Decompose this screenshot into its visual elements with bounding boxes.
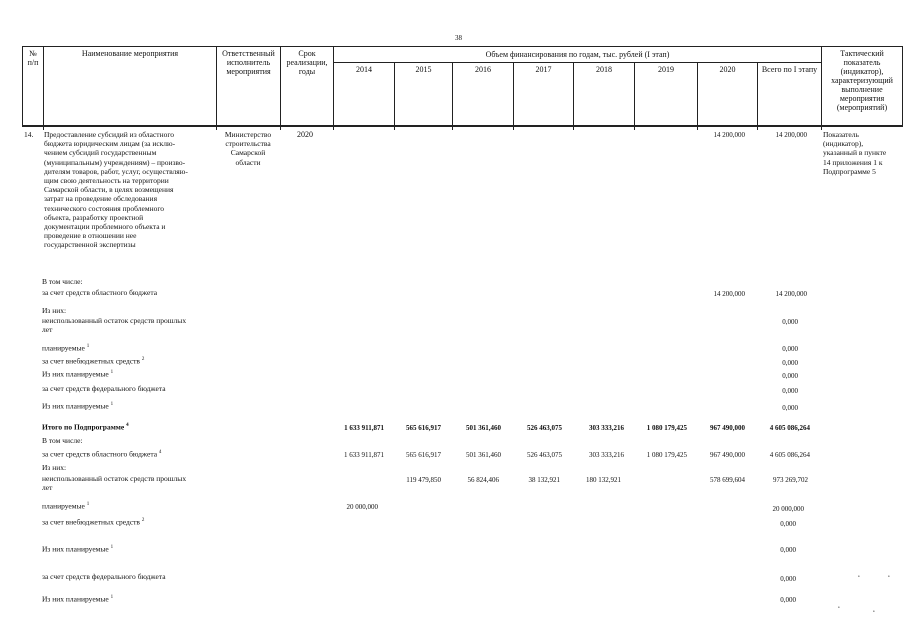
totals-extra-planned-total: 0,000 bbox=[780, 546, 796, 554]
footnote-1: 1 bbox=[110, 370, 114, 375]
totals-regional-label: за счет средств областного бюджета $^4$ bbox=[42, 449, 162, 459]
totals-unused-2018: 180 132,921 bbox=[586, 476, 621, 484]
year-2014: 2014 bbox=[356, 65, 372, 74]
item-total: 14 200,000 bbox=[775, 131, 807, 139]
footnote-2: 2 bbox=[141, 518, 145, 523]
item-executor: Министерство строительства Самарской области bbox=[224, 130, 272, 167]
footnote-1: 1 bbox=[110, 545, 114, 550]
totals-planned-2014: 20 000,000 bbox=[346, 503, 378, 511]
totals-federal-planned-label: Из них планируемые $^1$ bbox=[42, 594, 114, 604]
totals-label: Итого по Подпрограмме $^4$ bbox=[42, 422, 129, 432]
header-name: Наименование мероприятия bbox=[81, 49, 179, 58]
totals-regional-2018: 303 333,216 bbox=[589, 451, 624, 459]
totals-extra-planned-label: Из них планируемые $^1$ bbox=[42, 544, 114, 554]
year-2018: 2018 bbox=[596, 65, 612, 74]
item-unused-label: неиспользованный остаток средств прошлых лет bbox=[42, 316, 187, 335]
item-extra-label: за счет внебюджетных средств $^2$ bbox=[42, 356, 145, 366]
totals-regional-2015: 565 616,917 bbox=[406, 451, 441, 459]
footnote-4: 4 bbox=[126, 423, 129, 428]
item-regional-2020: 14 200,000 bbox=[713, 290, 745, 298]
totals-regional-2014: 1 633 911,871 bbox=[344, 451, 384, 459]
totals-federal-label: за счет средств федерального бюджета bbox=[42, 572, 166, 581]
footnote-1: 1 bbox=[110, 402, 114, 407]
item-planned-total: 0,000 bbox=[782, 345, 798, 353]
totals-regional-total: 4 605 086,264 bbox=[769, 451, 810, 459]
item-federal-planned-total: 0,000 bbox=[782, 404, 798, 412]
item-regional-label: за счет средств областного бюджета bbox=[42, 288, 158, 297]
page-number: 38 bbox=[455, 34, 462, 42]
totals-extra-total: 0,000 bbox=[780, 520, 796, 528]
item-2020: 14 200,000 bbox=[713, 131, 745, 139]
totals-unused-2015: 119 479,850 bbox=[406, 476, 441, 484]
header-financing: Объем финансирования по годам, тыс. рублей (I этап) bbox=[485, 50, 670, 59]
totals-2019: 1 080 179,425 bbox=[646, 424, 687, 432]
totals-unused-label: неиспользованный остаток средств прошлых лет bbox=[42, 474, 187, 493]
item-of-them-label: Из них: bbox=[42, 306, 67, 315]
totals-planned-label: планируемые $^1$ bbox=[42, 501, 90, 511]
item-name: Предоставление субсидий из областного бюджета юридическим лицам (за исклю- чением субсидий государственным (муниципальным) учреждениям) – произво- дителям товаров, работ, услуг, осуществляю- щим свою деятельность на территории Самарской области, в целях возмещения затрат на проведение обследования технического состояния проблемного объекта, разработку проектной документации проблемного объекта и проведение в отношении нее государственной экспертизы bbox=[44, 130, 188, 250]
totals-unused-2020: 578 699,604 bbox=[710, 476, 745, 484]
item-federal-planned-label: Из них планируемые $^1$ bbox=[42, 401, 114, 411]
year-2020: 2020 bbox=[719, 65, 736, 74]
item-regional-total: 14 200,000 bbox=[775, 290, 807, 298]
header-indicator: Тактический показатель (индикатор), характеризующий выполнение мероприятия (мероприятий) bbox=[831, 49, 893, 112]
footnote-1: 1 bbox=[86, 344, 90, 349]
footnote-1: 1 bbox=[110, 595, 114, 600]
totals-2014: 1 633 911,871 bbox=[344, 424, 384, 432]
item-incl-label: В том числе: bbox=[42, 277, 83, 286]
footnote-2: 2 bbox=[141, 357, 145, 362]
totals-planned-total: 20 000,000 bbox=[772, 505, 804, 513]
totals-regional-2019: 1 080 179,425 bbox=[646, 451, 687, 459]
item-extra-planned-total: 0,000 bbox=[782, 372, 798, 380]
year-2019: 2019 bbox=[658, 65, 674, 74]
totals-total: 4 605 086,264 bbox=[769, 424, 810, 432]
totals-unused-2016: 56 824,406 bbox=[467, 476, 499, 484]
totals-2020: 967 490,000 bbox=[710, 424, 745, 432]
totals-regional-2020: 967 490,000 bbox=[710, 451, 745, 459]
totals-regional-2017: 526 463,075 bbox=[527, 451, 562, 459]
totals-federal-planned-total: 0,000 bbox=[780, 596, 796, 604]
scan-speck: • bbox=[858, 575, 860, 580]
totals-extra-label: за счет внебюджетных средств $^2$ bbox=[42, 517, 145, 527]
totals-2017: 526 463,075 bbox=[527, 424, 562, 432]
header-executor: Ответственный исполнитель мероприятия bbox=[222, 49, 275, 76]
header-total: Всего по I этапу bbox=[761, 65, 818, 74]
totals-2016: 501 361,460 bbox=[466, 424, 501, 432]
item-unused-total: 0,000 bbox=[782, 318, 798, 326]
scan-speck: • bbox=[873, 610, 875, 615]
totals-unused-2017: 38 132,921 bbox=[528, 476, 560, 484]
year-2015: 2015 bbox=[415, 65, 432, 74]
item-number: 14. bbox=[24, 130, 34, 139]
totals-unused-total: 973 269,702 bbox=[773, 476, 808, 484]
item-federal-total: 0,000 bbox=[782, 387, 798, 395]
header-num: № п/п bbox=[27, 49, 39, 67]
totals-2015: 565 616,917 bbox=[406, 424, 441, 432]
scan-speck: • bbox=[838, 606, 840, 611]
footnote-4: 4 bbox=[158, 450, 162, 455]
totals-federal-total: 0,000 bbox=[780, 575, 796, 583]
header-term: Срок реализации, годы bbox=[286, 49, 328, 76]
item-extra-planned-label: Из них планируемые $^1$ bbox=[42, 369, 114, 379]
item-federal-label: за счет средств федерального бюджета bbox=[42, 384, 166, 393]
item-indicator: Показатель (индикатор), указанный в пункте 14 приложения 1 к Подпрограмме 5 bbox=[823, 130, 887, 176]
item-extra-total: 0,000 bbox=[782, 359, 798, 367]
year-2016: 2016 bbox=[475, 65, 491, 74]
scan-speck: • bbox=[888, 575, 890, 580]
totals-of-them-label: Из них: bbox=[42, 463, 67, 472]
item-planned-label: планируемые $^1$ bbox=[42, 343, 90, 353]
totals-incl-label: В том числе: bbox=[42, 436, 83, 445]
year-2017: 2017 bbox=[535, 65, 552, 74]
footnote-1: 1 bbox=[86, 502, 90, 507]
item-term: 2020 bbox=[297, 130, 313, 139]
totals-regional-2016: 501 361,460 bbox=[466, 451, 501, 459]
totals-2018: 303 333,216 bbox=[589, 424, 624, 432]
